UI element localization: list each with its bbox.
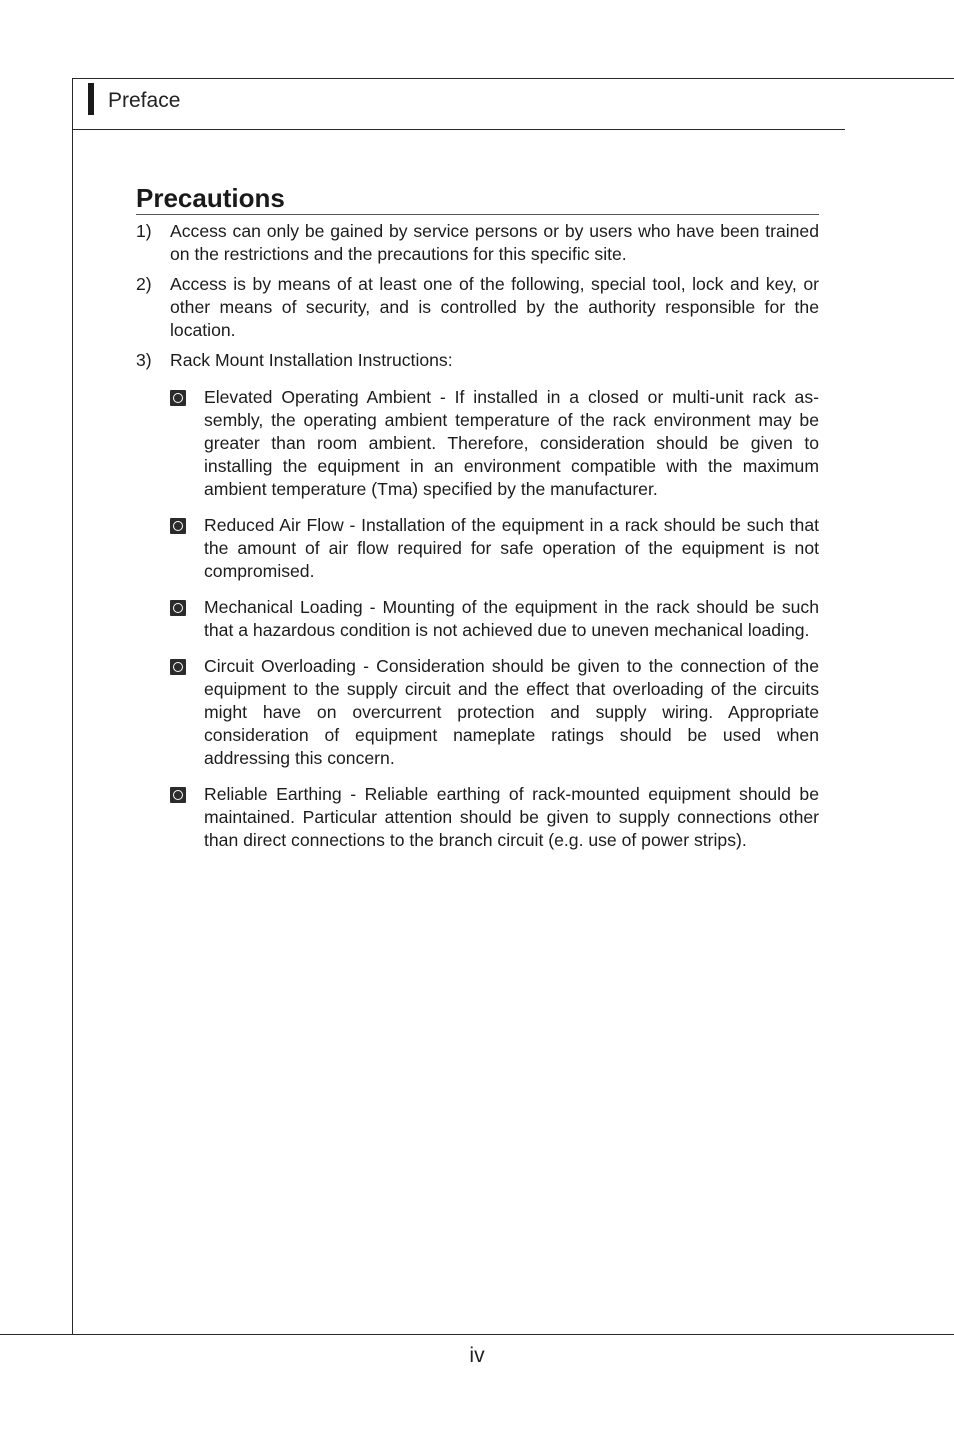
bullet-item bbox=[170, 783, 819, 852]
list-item-text: Access is by means of at least one of the following, special tool, lock and key, or other means of security, and is controlled by the authority responsible for the location. bbox=[170, 274, 819, 340]
bullet-item bbox=[170, 514, 819, 583]
bullet-square-icon bbox=[170, 783, 204, 852]
list-item bbox=[136, 349, 819, 372]
bullet-item bbox=[170, 596, 819, 642]
bullet-square-icon bbox=[170, 514, 204, 583]
list-item bbox=[136, 220, 819, 266]
bullet-square-icon bbox=[170, 386, 204, 501]
bullet-item bbox=[170, 655, 819, 770]
left-margin-rule bbox=[72, 78, 73, 1335]
list-item bbox=[136, 273, 819, 342]
page-number: iv bbox=[469, 1344, 485, 1367]
list-item-number: 3) bbox=[136, 350, 152, 370]
bullet-text: Reduced Air Flow - Installation of the equipment in a rack should be such that the amount of air flow required for safe operation of the equipment is not compromised. bbox=[204, 515, 819, 581]
list-item-number: 1) bbox=[136, 221, 152, 241]
list-item-number: 2) bbox=[136, 274, 152, 294]
bullet-square-icon bbox=[170, 596, 204, 642]
bullet-text: Mechanical Loading - Mounting of the equipment in the rack should be such that a hazardous condition is not achieved due to uneven mechanical loading. bbox=[204, 597, 819, 640]
bullet-text: Circuit Overloading - Consideration should be given to the connection of the equipment to the supply circuit and the effect that overloading of the circuits might have on overcurrent protection and supply wiring. Appropriate consideration of equipment nameplate ratings should be used when addressing this concern. bbox=[204, 656, 819, 768]
header-bar-icon bbox=[88, 83, 94, 115]
running-header: Preface bbox=[108, 89, 181, 112]
main-content bbox=[136, 183, 819, 865]
list-item-text: Access can only be gained by service persons or by users who have been trained on the restrictions and the precautions for this specific site. bbox=[170, 221, 819, 264]
list-item-text: Rack Mount Installation Instructions: bbox=[170, 350, 453, 370]
bullet-text: Reliable Earthing - Reliable earthing of rack-mounted equipment should be maintained. Particular attention should be given to supply connections other than direct connections to the branch circuit (e.g. use of power strips). bbox=[204, 784, 819, 850]
bullet-text: Elevated Operating Ambient - If installed in a closed or multi-unit rack assembly, the operating ambient temperature of the rack environment may be greater than room ambient. Therefore, consideration should be given to installing the equipment in an environment compatible with the maximum ambient temperature (Tma) specified by the manufacturer. bbox=[204, 387, 819, 499]
top-rule bbox=[72, 78, 954, 79]
bullet-item bbox=[170, 386, 819, 501]
bullet-square-icon bbox=[170, 655, 204, 770]
header-rule bbox=[72, 129, 845, 130]
bottom-rule bbox=[0, 1334, 954, 1335]
section-title: Precautions bbox=[136, 183, 819, 215]
rack-instructions-list bbox=[170, 386, 819, 852]
